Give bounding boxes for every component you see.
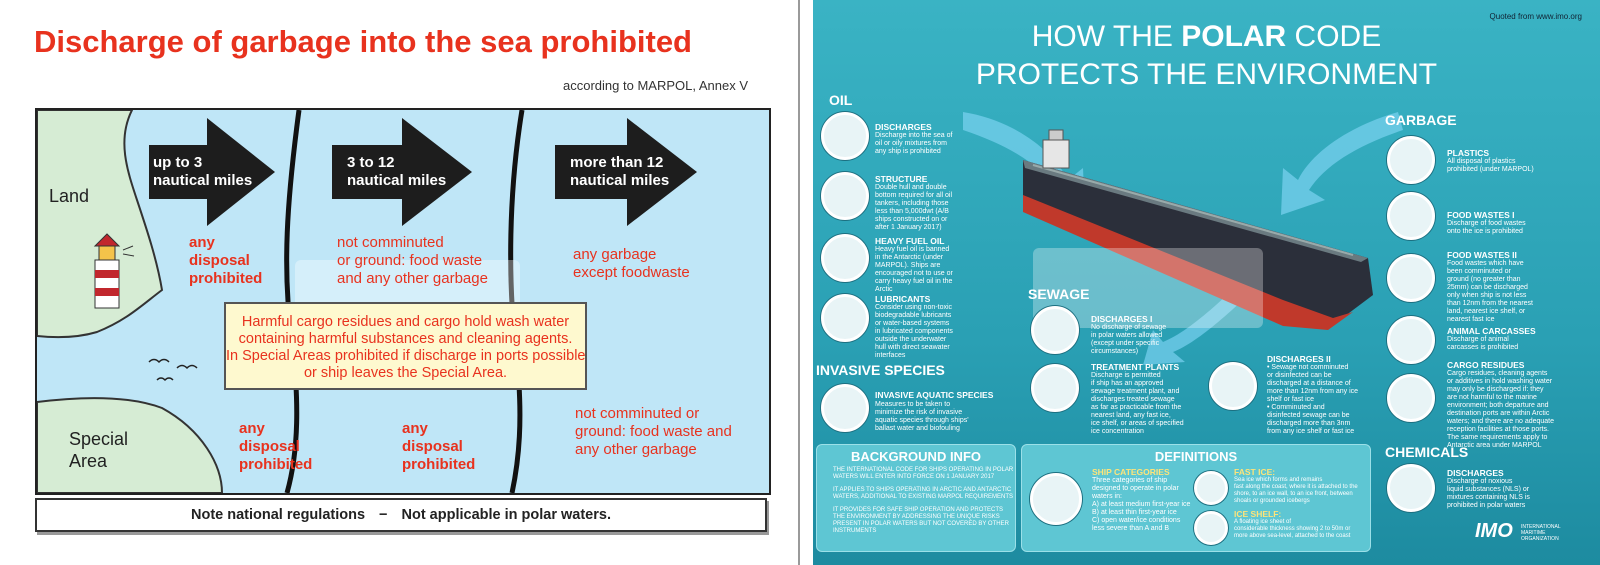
fast-ice-text: Sea ice which forms and remains fast along the coast, where it is attached to the shore, to an ice wall, to an ice front, between shoals or grounded icebergs bbox=[1234, 477, 1358, 504]
ice-shelf-text: A floating ice sheet of considerable thickness showing 2 to 50m or more above sea-level, attached to the coast bbox=[1234, 519, 1351, 539]
infographic-title-line1: HOW THE POLAR CODE bbox=[1031, 20, 1382, 53]
cargo-residue-note: Harmful cargo residues and cargo hold wash water containing harmful substances and cleaning agents. In Special Areas prohibited if discharge in ports possible or ship leaves the Special Area. bbox=[224, 302, 587, 390]
oil-lubricants-title: LUBRICANTS bbox=[875, 294, 931, 304]
oil-discharges-title: DISCHARGES bbox=[875, 122, 932, 132]
garbage-animal-text: Discharge of animal carcasses is prohibited bbox=[1447, 336, 1519, 351]
oil-structure-text: Double hull and double bottom required for all oil tankers, including those less than 5,000dwt (A/B ships constructed on or after 1 January 2017) bbox=[875, 184, 953, 231]
birds-icon bbox=[149, 360, 197, 381]
zone-2-rule: not comminuted or ground: food waste and any other garbage bbox=[337, 234, 488, 287]
zone-1-rule: any disposal prohibited bbox=[189, 234, 263, 287]
infographic-title-line2: PROTECTS THE ENVIRONMENT bbox=[975, 58, 1438, 91]
garbage-animal-title: ANIMAL CARCASSES bbox=[1447, 326, 1536, 336]
special-zone-3-rule: not comminuted or ground: food waste and any other garbage bbox=[575, 405, 732, 458]
oil-hfo-title: HEAVY FUEL OIL bbox=[875, 236, 945, 246]
footer-note-separator: − bbox=[379, 507, 388, 523]
footer-note-left: Note national regulations bbox=[191, 507, 366, 523]
sewage-d1-text: No discharge of sewage in polar waters allowed (except under specific circumstances) bbox=[1091, 324, 1167, 355]
garbage-food2-text: Food wastes which have been comminuted or ground (no greater than 25mm) can be discharged only when ship is not less than 12nm from the nearest land, nearest ice shelf, or nearest fast ice bbox=[1447, 260, 1533, 323]
background-info-heading: BACKGROUND INFO bbox=[851, 449, 981, 464]
page-title: Discharge of garbage into the sea prohibited bbox=[34, 24, 692, 59]
fast-ice-title: FAST ICE: bbox=[1234, 467, 1276, 477]
sewage-d2-title: DISCHARGES II bbox=[1267, 354, 1331, 364]
garbage-cargo-text: Cargo residues, cleaning agents or additives in hold washing water may only be discharged if: they are not harmful to the marine environment; both departure and destination ports are within Arctic waters; and there are no adequate reception facilities at those ports. The same requirements apply to Antarctic area under MARPOL bbox=[1447, 370, 1555, 449]
imo-organization-name: INTERNATIONAL MARITIME ORGANIZATION bbox=[1521, 524, 1561, 542]
garbage-food1-text: Discharge of food wastes onto the ice is prohibited bbox=[1447, 220, 1526, 235]
invasive-species-icon bbox=[821, 384, 869, 432]
chemicals-heading: CHEMICALS bbox=[1385, 444, 1469, 460]
cargo-residue-icon bbox=[1387, 374, 1435, 422]
background-info-panel bbox=[816, 444, 1016, 552]
invasive-text: Measures to be taken to minimize the risk of invasive aquatic species through ships' ballast water and biofouling bbox=[875, 401, 969, 432]
sewage-tp-title: TREATMENT PLANTS bbox=[1091, 362, 1180, 372]
oil-heading: OIL bbox=[829, 92, 853, 108]
lubricant-drop-icon bbox=[821, 294, 869, 342]
chemicals-text: Discharge of noxious liquid substances (NLS) or mixtures containing NLS is prohibited in polar waters bbox=[1447, 478, 1530, 509]
panel-divider bbox=[798, 0, 800, 565]
sewage-heading: SEWAGE bbox=[1028, 286, 1090, 302]
background-info-2: IT APPLIES TO SHIPS OPERATING IN ARCTIC AND ANTARCTIC WATERS, ADDITIONAL TO EXISTING MARPOL REQUIREMENTS bbox=[833, 487, 1014, 500]
background-info-3: IT PROVIDES FOR SAFE SHIP OPERATION AND PROTECTS THE ENVIRONMENT BY ADDRESSING THE UNIQUE RISKS PRESENT IN POLAR WATERS BUT NOT COVERED BY OTHER INSTRUMENTS bbox=[833, 507, 1009, 534]
ship-categories-icon bbox=[1030, 473, 1082, 525]
sewage-waste-icon bbox=[1209, 362, 1257, 410]
zone-3-arrow-label: more than 12 nautical miles bbox=[570, 154, 670, 189]
garbage-food1-title: FOOD WASTES I bbox=[1447, 210, 1515, 220]
polar-code-infographic bbox=[813, 0, 1600, 565]
special-zone-2-rule: any disposal prohibited bbox=[402, 420, 476, 473]
ship-categories-text: Three categories of ship designed to operate in polar waters in: A) at least medium first-year ice B) at least thin first-year ice C) open water/ice conditions less severe than A and B bbox=[1092, 477, 1191, 532]
garbage-plastics-title: PLASTICS bbox=[1447, 148, 1490, 158]
oil-lubricants-text: Consider using non-toxic biodegradable lubricants or water-based systems in lubricated components outside the underwater hull with direct seawater interfaces bbox=[875, 304, 953, 359]
oil-discharges-text: Discharge into the sea of oil or oily mixtures from any ship is prohibited bbox=[875, 132, 953, 155]
ice-shelf-icon bbox=[1194, 511, 1228, 545]
garbage-cargo-title: CARGO RESIDUES bbox=[1447, 360, 1525, 370]
chemicals-icon bbox=[1387, 464, 1435, 512]
oil-structure-title: STRUCTURE bbox=[875, 174, 928, 184]
source-credit: Quoted from www.imo.org bbox=[1489, 12, 1582, 21]
double-hull-icon bbox=[821, 172, 869, 220]
footer-note-right: Not applicable in polar waters. bbox=[401, 507, 611, 523]
plastics-icon bbox=[1387, 136, 1435, 184]
fast-ice-icon bbox=[1194, 471, 1228, 505]
special-area-label: Special Area bbox=[69, 429, 129, 471]
animal-carcass-icon bbox=[1387, 316, 1435, 364]
sewage-d2-text: • Sewage not comminuted or disinfected can be discharged at a distance of more than 12nm from any ice shelf or fast ice • Comminuted and disinfected sewage can be discharged more than 3nm from any ice shelf or fast ice bbox=[1267, 364, 1359, 435]
zone-3-rule: any garbage except foodwaste bbox=[573, 246, 690, 281]
ice-shelf-title: ICE SHELF: bbox=[1234, 509, 1282, 519]
zone-1-arrow-label: up to 3 nautical miles bbox=[153, 154, 253, 189]
invasive-species-heading: INVASIVE SPECIES bbox=[816, 362, 945, 378]
food-waste-icon bbox=[1387, 192, 1435, 240]
invasive-title: INVASIVE AQUATIC SPECIES bbox=[875, 390, 994, 400]
garbage-food2-title: FOOD WASTES II bbox=[1447, 250, 1517, 260]
background-info-1: THE INTERNATIONAL CODE FOR SHIPS OPERATING IN POLAR WATERS WILL ENTER INTO FORCE ON 1 JANUARY 2017 bbox=[833, 467, 1014, 480]
sewage-d1-title: DISCHARGES I bbox=[1091, 314, 1153, 324]
food-waste-ground-icon bbox=[1387, 254, 1435, 302]
oil-hfo-text: Heavy fuel oil is banned in the Antarctic (under MARPOL). Ships are encouraged not to use or carry heavy fuel oil in the Arctic bbox=[875, 246, 953, 293]
footer-note bbox=[35, 498, 767, 532]
oil-discharge-icon bbox=[821, 112, 869, 160]
garbage-heading: GARBAGE bbox=[1385, 112, 1457, 128]
heavy-fuel-oil-icon bbox=[821, 234, 869, 282]
page-subtitle: according to MARPOL, Annex V bbox=[563, 78, 748, 93]
ship-categories-title: SHIP CATEGORIES bbox=[1092, 467, 1170, 477]
zone-2-arrow-label: 3 to 12 nautical miles bbox=[347, 154, 447, 189]
imo-logo: IMO bbox=[1475, 520, 1513, 542]
definitions-panel bbox=[1021, 444, 1371, 552]
garbage-plastics-text: All disposal of plastics prohibited (under MARPOL) bbox=[1447, 158, 1534, 173]
special-area-shape bbox=[37, 398, 222, 493]
sewage-tp-text: Discharge is permitted if ship has an approved sewage treatment plant, and discharges treated sewage as far as practicable from the nearest land, any fast ice, ice shelf, or areas of specified ice concentration bbox=[1091, 372, 1184, 435]
sewage-discharge-icon bbox=[1031, 306, 1079, 354]
land-label: Land bbox=[49, 186, 90, 206]
chemicals-title: DISCHARGES bbox=[1447, 468, 1504, 478]
treatment-plant-icon bbox=[1031, 364, 1079, 412]
zone-diagram bbox=[35, 108, 771, 495]
special-zone-1-rule: any disposal prohibited bbox=[239, 420, 313, 473]
marpol-panel bbox=[0, 0, 784, 565]
definitions-heading: DEFINITIONS bbox=[1154, 449, 1238, 464]
